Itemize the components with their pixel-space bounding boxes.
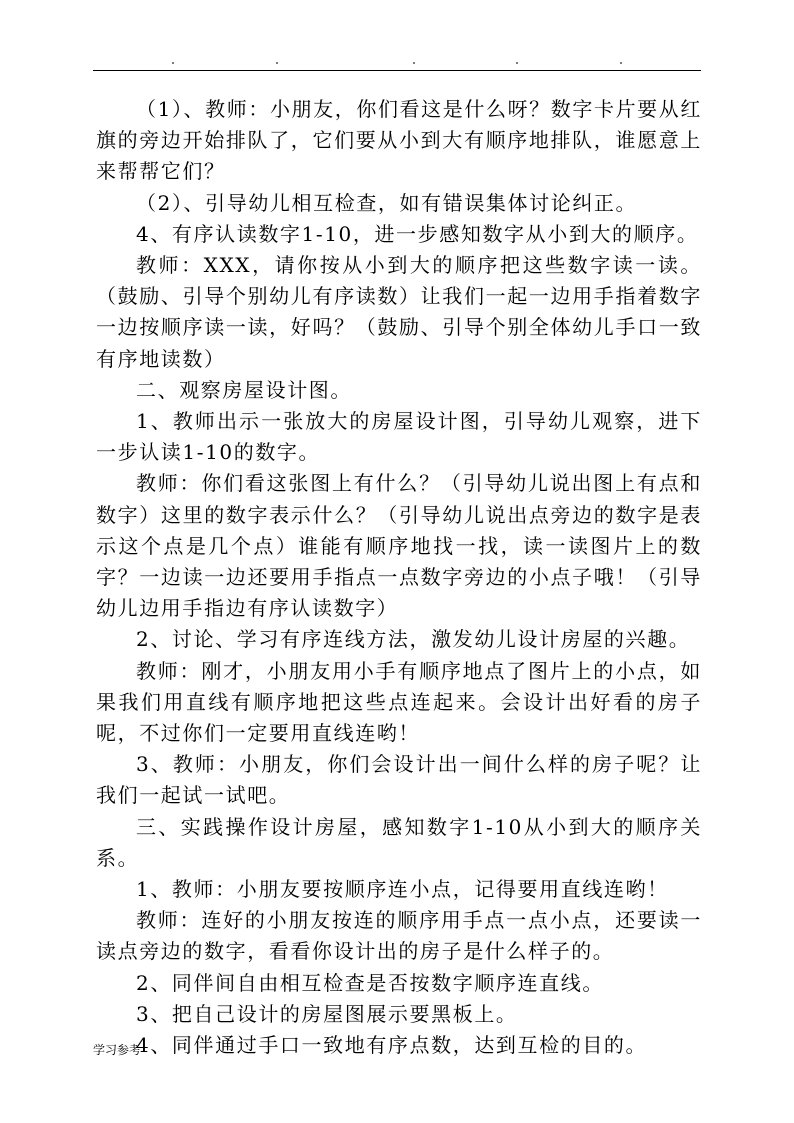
header-dot (172, 62, 174, 64)
paragraph: 3、把自己设计的房屋图展示要黑板上。 (136, 1001, 518, 1026)
paragraph: 教师：XXX，请你按从小到大的顺序把这些数字读一读。（鼓励、引导个别幼儿有序读数）让我们一起一边用手指着数字一边按顺序读一读，好吗？（鼓励、引导个别全体幼儿手口一致有序地读数） (96, 253, 702, 371)
paragraph: 教师：连好的小朋友按连的顺序用手点一点小点，还要读一读点旁边的数字，看看你设计出的房子是什么样子的。 (96, 908, 702, 964)
header-dot (620, 62, 622, 64)
paragraph: 1、教师：小朋友要按顺序连小点，记得要用直线连哟！ (136, 877, 669, 902)
page-footer: 学习参考 (93, 1043, 142, 1057)
section-heading: 二、观察房屋设计图。 (136, 377, 352, 402)
header-decoration (93, 62, 701, 68)
paragraph: （2）、引导幼儿相互检查，如有错误集体讨论纠正。 (136, 190, 638, 215)
header-dot (413, 62, 415, 64)
paragraph: （1）、教师：小朋友，你们看这是什么呀？数字卡片要从红旗的旁边开始排队了，它们要从小到大有顺序地排队，谁愿意上来帮帮它们？ (96, 97, 702, 184)
paragraph: 教师：刚才，小朋友用小手有顺序地点了图片上的小点，如果我们用直线有顺序地把这些点连起来。会设计出好看的房子呢，不过你们一定要用直线连哟！ (96, 658, 702, 746)
paragraph: 2、讨论、学习有序连线方法，激发幼儿设计房屋的兴趣。 (136, 627, 691, 652)
header-dot (276, 62, 278, 64)
paragraph: 3、教师：小朋友，你们会设计出一间什么样的房子呢？让我们一起试一试吧。 (96, 752, 702, 808)
header-rule (93, 70, 701, 71)
paragraph: 4、有序认读数字1-10，进一步感知数字从小到大的顺序。 (136, 221, 699, 246)
paragraph: 4、同伴通过手口一致地有序点数，达到互检的目的。 (136, 1033, 648, 1058)
section-heading: 三、实践操作设计房屋，感知数字1-10从小到大的顺序关系。 (96, 814, 702, 870)
paragraph: 1、教师出示一张放大的房屋设计图，引导幼儿观察，进下一步认读1-10的数字。 (96, 409, 702, 465)
document-body (96, 94, 702, 1061)
paragraph: 教师：你们看这张图上有什么？（引导幼儿说出图上有点和数字）这里的数字表示什么？（引导幼儿说出点旁边的数字是表示这个点是几个点）谁能有顺序地找一找，读一读图片上的数字？一边读一边还要用手指点一点数字旁边的小点子哦！（引导幼儿边用手指边有序认读数字） (96, 471, 702, 621)
paragraph: 2、同伴间自由相互检查是否按数字顺序连直线。 (136, 970, 604, 995)
header-dot (516, 62, 518, 64)
